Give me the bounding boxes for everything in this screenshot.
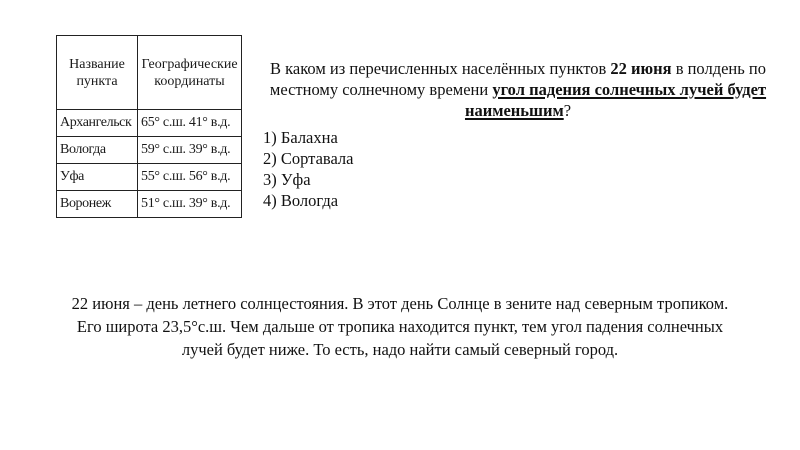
question-emphasis: угол падения солнечных лучей будет наименьшим [464, 80, 767, 120]
table-header-row [57, 36, 242, 110]
option-1: 1) Балахна [263, 128, 338, 147]
option-3: 3) Уфа [263, 170, 311, 189]
table-row [57, 137, 242, 164]
answer-options [263, 127, 354, 211]
question-date: 22 июня [610, 59, 672, 78]
cell-coords: 55° с.ш. 56° в.д. [138, 164, 242, 191]
header-coords-line1: Географические [141, 56, 238, 72]
header-coords-line2: координаты [154, 73, 225, 89]
question-part1: В каком из перечисленных населённых пунктов [270, 59, 611, 78]
header-name-line2: пункта [76, 73, 118, 89]
table-row [57, 110, 242, 137]
header-coords [138, 36, 242, 110]
coordinates-table [56, 35, 242, 218]
option-4: 4) Вологда [263, 191, 339, 210]
cell-name: Уфа [57, 164, 138, 191]
cell-name: Вологда [57, 137, 138, 164]
question-part2: в полдень по местному солнечному времени [269, 59, 766, 99]
explanation-text: 22 июня – день летнего солнцестояния. В этот день Солнце в зените над северным тропиком. Его широта 23,5°с.ш. Чем дальше от тропика находится пункт, тем угол падения солнечных лучей будет ниже. То есть, надо найти самый северный город. [71, 294, 729, 359]
cell-name: Воронеж [57, 191, 138, 218]
header-name-line1: Название [69, 56, 125, 72]
cell-name: Архангельск [57, 110, 138, 137]
cell-coords: 65° с.ш. 41° в.д. [138, 110, 242, 137]
table-row [57, 191, 242, 218]
header-name [57, 36, 138, 110]
table-row [57, 164, 242, 191]
question-text [262, 58, 774, 121]
cell-coords: 59° с.ш. 39° в.д. [138, 137, 242, 164]
cell-coords: 51° с.ш. 39° в.д. [138, 191, 242, 218]
question-mark: ? [563, 101, 572, 120]
option-2: 2) Сортавала [263, 149, 354, 168]
